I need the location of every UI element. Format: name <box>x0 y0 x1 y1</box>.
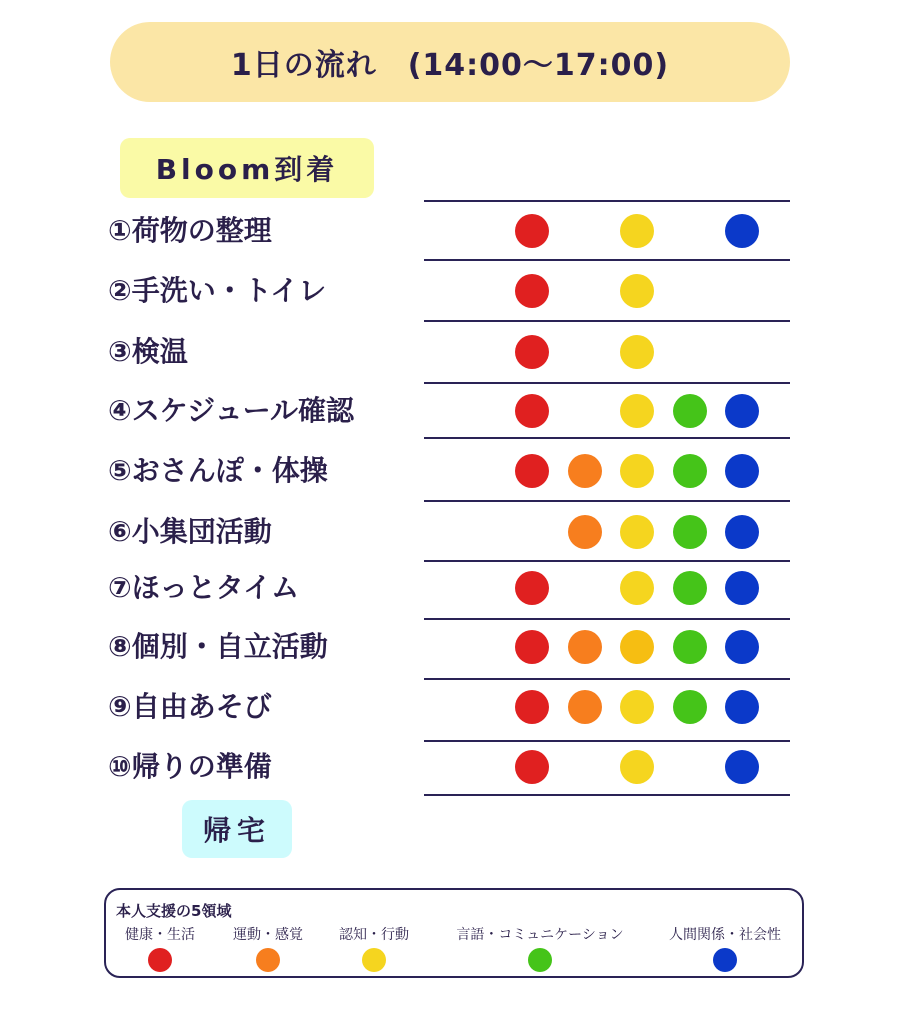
row-divider <box>424 618 790 620</box>
domain-dot-social <box>725 750 759 784</box>
legend-box <box>104 888 804 978</box>
legend-dot-movement <box>256 948 280 972</box>
domain-dot-cognition <box>620 274 654 308</box>
legend-label-health: 健康・生活 <box>125 927 195 943</box>
schedule-item-label: ⑧個別・自立活動 <box>108 630 328 663</box>
domain-dot-health <box>515 274 549 308</box>
domain-dot-cognition <box>620 394 654 428</box>
row-divider <box>424 560 790 562</box>
schedule-item-label: ①荷物の整理 <box>108 214 272 247</box>
legend-title: 本人支援の5領域 <box>116 902 232 920</box>
domain-dot-movement <box>568 690 602 724</box>
schedule-item-label: ⑩帰りの準備 <box>108 750 272 783</box>
domain-dot-cognition <box>620 454 654 488</box>
domain-dot-health <box>515 630 549 664</box>
legend-label-language: 言語・コミュニケーション <box>456 927 624 943</box>
row-divider <box>424 678 790 680</box>
row-divider <box>424 200 790 202</box>
departure-tag: 帰宅 <box>182 800 292 858</box>
row-divider <box>424 437 790 439</box>
schedule-item-label: ④スケジュール確認 <box>108 394 355 427</box>
row-divider <box>424 794 790 796</box>
domain-dot-language <box>673 630 707 664</box>
schedule-item-label: ⑤おさんぽ・体操 <box>108 454 328 487</box>
legend-label-social: 人間関係・社会性 <box>669 927 781 943</box>
domain-dot-social <box>725 571 759 605</box>
domain-dot-movement <box>568 454 602 488</box>
schedule-item-label: ②手洗い・トイレ <box>108 274 327 307</box>
domain-dot-social <box>725 690 759 724</box>
row-divider <box>424 320 790 322</box>
domain-dot-cognition <box>620 214 654 248</box>
domain-dot-social <box>725 214 759 248</box>
row-divider <box>424 740 790 742</box>
schedule-item-label: ⑦ほっとタイム <box>108 571 300 604</box>
domain-dot-language <box>673 454 707 488</box>
domain-dot-health <box>515 335 549 369</box>
legend-dot-cognition <box>362 948 386 972</box>
domain-dot-cognition <box>620 750 654 784</box>
domain-dot-health <box>515 750 549 784</box>
legend-dot-language <box>528 948 552 972</box>
legend-dot-health <box>148 948 172 972</box>
domain-dot-cognition <box>620 630 654 664</box>
domain-dot-social <box>725 630 759 664</box>
legend-label-cognition: 認知・行動 <box>339 927 409 943</box>
legend-dot-social <box>713 948 737 972</box>
domain-dot-health <box>515 214 549 248</box>
domain-dot-health <box>515 571 549 605</box>
schedule-item-label: ⑥小集団活動 <box>108 515 272 548</box>
domain-dot-movement <box>568 515 602 549</box>
schedule-item-label: ⑨自由あそび <box>108 690 272 723</box>
domain-dot-language <box>673 515 707 549</box>
legend-label-movement: 運動・感覚 <box>233 927 303 943</box>
arrival-tag: Bloom到着 <box>120 138 374 198</box>
domain-dot-social <box>725 454 759 488</box>
domain-dot-language <box>673 571 707 605</box>
domain-dot-cognition <box>620 335 654 369</box>
domain-dot-cognition <box>620 515 654 549</box>
domain-dot-language <box>673 690 707 724</box>
domain-dot-movement <box>568 630 602 664</box>
row-divider <box>424 259 790 261</box>
domain-dot-social <box>725 394 759 428</box>
domain-dot-cognition <box>620 571 654 605</box>
schedule-item-label: ③検温 <box>108 335 188 368</box>
domain-dot-cognition <box>620 690 654 724</box>
page-title: 1日の流れ (14:00〜17:00) <box>110 22 790 102</box>
domain-dot-health <box>515 394 549 428</box>
domain-dot-language <box>673 394 707 428</box>
domain-dot-health <box>515 454 549 488</box>
domain-dot-health <box>515 690 549 724</box>
row-divider <box>424 382 790 384</box>
row-divider <box>424 500 790 502</box>
domain-dot-social <box>725 515 759 549</box>
